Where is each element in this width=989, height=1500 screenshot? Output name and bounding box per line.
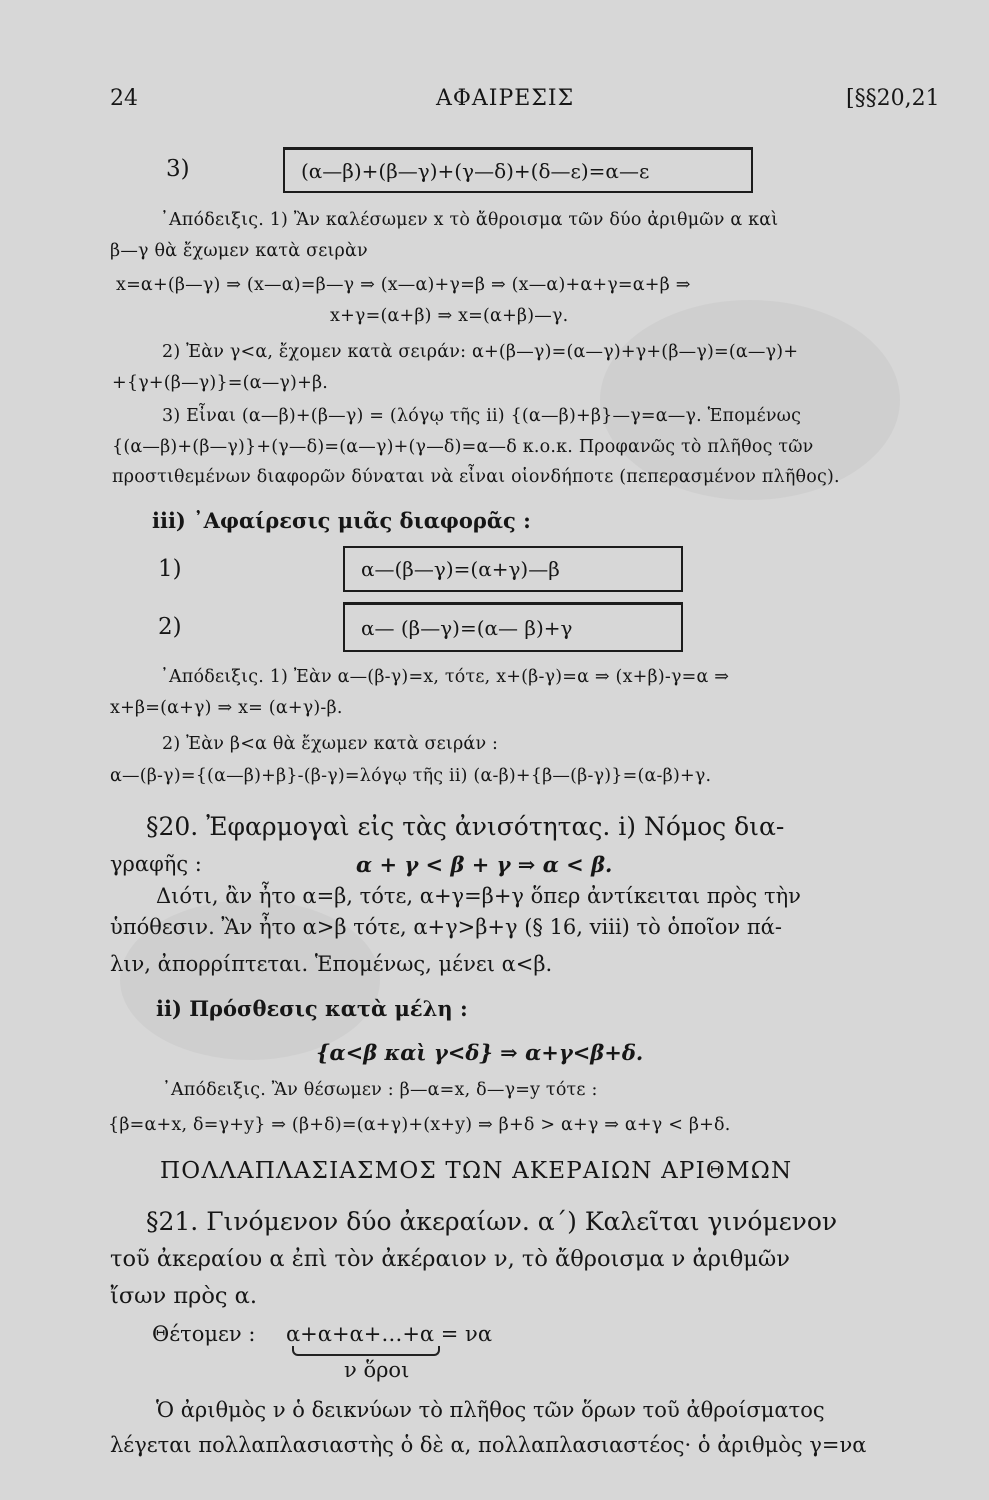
text-line: ἴσων πρὸς α.	[110, 1283, 258, 1309]
subsection-heading: ii) Πρόσθεσις κατὰ μέλη :	[156, 996, 468, 1021]
section-heading: §20. Ἐφαρμογαὶ εἰς τὰς ἀνισότητας. i) Νόμος δια-	[146, 812, 785, 841]
item-label: 2)	[158, 614, 182, 640]
formula-text: α—(β—γ)=(α+γ)—β	[361, 557, 560, 581]
text-line: ᾿Απόδειξις. 1) Ἐὰν α—(β-γ)=x, τότε, x+(β-γ)=α ⇒ (x+β)-γ=α ⇒	[160, 667, 730, 687]
subsection-heading: iii) ᾿Αφαίρεσις μιᾶς διαφορᾶς :	[152, 508, 531, 533]
page-number: 24	[110, 86, 138, 111]
text-line: λέγεται πολλαπλασιαστὴς ὁ δὲ α, πολλαπλασιαστέος· ὁ ἀριθμὸς γ=να	[110, 1433, 867, 1457]
math-line: α+α+α+…+α = να	[286, 1322, 493, 1346]
formula-text: (α—β)+(β—γ)+(γ—δ)+(δ—ε)=α—ε	[301, 158, 650, 183]
math-line: {β=α+x, δ=γ+y} ⇒ (β+δ)=(α+γ)+(x+y) ⇒ β+δ > α+γ ⇒ α+γ < β+δ.	[108, 1115, 731, 1135]
text-line: προστιθεμένων διαφορῶν δύναται νὰ εἶναι οἱονδήποτε (πεπερασμένον πλῆθος).	[112, 467, 840, 487]
section-heading: §21. Γινόμενον δύο ἀκεραίων. α΄) Καλεῖται γινόμενον	[146, 1207, 838, 1236]
item-label: 3)	[166, 156, 190, 182]
text-line: 2) Ἐὰν γ<α, ἔχομεν κατὰ σειράν: α+(β—γ)=(α—γ)+γ+(β—γ)=(α—γ)+	[162, 342, 799, 362]
underbrace	[292, 1346, 440, 1356]
running-title: ΑΦΑΙΡΕΣΙΣ	[436, 86, 575, 111]
formula-text: α— (β—γ)=(α— β)+γ	[361, 615, 573, 640]
item-label: 1)	[158, 556, 182, 582]
text-line: β—γ θὰ ἔχωμεν κατὰ σειρὰν	[110, 241, 368, 261]
text-line: ᾿Απόδειξις. Ἂν θέσωμεν : β—α=x, δ—γ=y τότε :	[162, 1080, 598, 1100]
section-reference: [§§20,21	[846, 86, 940, 111]
math-line: {α<β καὶ γ<δ} ⇒ α+γ<β+δ.	[316, 1040, 644, 1065]
text-line: {(α—β)+(β—γ)}+(γ—δ)=(α—γ)+(γ—δ)=α—δ κ.ο.κ. Προφανῶς τὸ πλῆθος τῶν	[112, 437, 814, 457]
math-line: x+β=(α+γ) ⇒ x= (α+γ)-β.	[110, 698, 343, 718]
text-line: γραφῆς :	[110, 852, 202, 876]
text-line: 2) Ἐὰν β<α θὰ ἔχωμεν κατὰ σειράν :	[162, 734, 499, 754]
text-line: τοῦ ἀκεραίου α ἐπὶ τὸν ἀκέραιον ν, τὸ ἄθροισμα ν ἀριθμῶν	[110, 1246, 790, 1272]
boxed-formula	[343, 602, 683, 652]
math-line: x+γ=(α+β) ⇒ x=(α+β)—γ.	[330, 306, 569, 326]
math-line: α + γ < β + γ ⇒ α < β.	[356, 852, 613, 877]
math-line: α—(β-γ)={(α—β)+β}-(β-γ)=λόγῳ τῆς ii) (α-β)+{β—(β-γ)}=(α-β)+γ.	[110, 766, 712, 786]
boxed-formula	[343, 546, 683, 592]
text-line: Ὁ ἀριθμὸς ν ὁ δεικνύων τὸ πλῆθος τῶν ὅρων τοῦ ἀθροίσματος	[156, 1398, 825, 1422]
text-line: ὑπόθεσιν. Ἂν ἦτο α>β τότε, α+γ>β+γ (§ 16, viii) τὸ ὁποῖον πά-	[110, 915, 782, 939]
boxed-formula	[283, 147, 753, 193]
brace-label: ν ὅροι	[344, 1358, 410, 1382]
chapter-title: ΠΟΛΛΑΠΛΑΣΙΑΣΜΟΣ ΤΩΝ ΑΚΕΡΑΙΩΝ ΑΡΙΘΜΩΝ	[160, 1158, 793, 1184]
text-line: Θέτομεν :	[152, 1322, 256, 1346]
text-line: λιν, ἀπορρίπτεται. Ἑπομένως, μένει α<β.	[110, 952, 553, 976]
text-line: Διότι, ἂν ἦτο α=β, τότε, α+γ=β+γ ὅπερ ἀντίκειται πρὸς τὴν	[156, 884, 801, 908]
math-line: x=α+(β—γ) ⇒ (x—α)=β—γ ⇒ (x—α)+γ=β ⇒ (x—α)+α+γ=α+β ⇒	[116, 275, 691, 295]
text-line: ᾿Απόδειξις. 1) Ἂν καλέσωμεν x τὸ ἄθροισμα τῶν δύο ἀριθμῶν α καὶ	[160, 210, 779, 230]
text-line: 3) Εἶναι (α—β)+(β—γ) = (λόγῳ τῆς ii) {(α—β)+β}—γ=α—γ. Ἑπομένως	[162, 406, 802, 426]
math-line: +{γ+(β—γ)}=(α—γ)+β.	[112, 373, 329, 393]
